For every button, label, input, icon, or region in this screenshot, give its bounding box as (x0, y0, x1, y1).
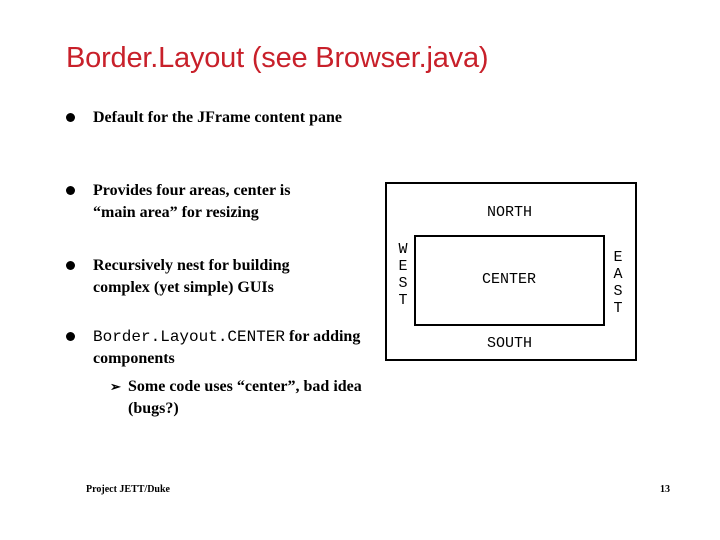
arrow-bullet-icon: ➢ (110, 379, 121, 394)
border-layout-diagram (385, 182, 637, 361)
footer-text: Project JETT/Duke (86, 484, 170, 495)
code-span: Border.Layout.CENTER (93, 328, 286, 346)
bullet-1-text: Default for the JFrame content pane (93, 109, 342, 126)
bullet-3-text: Recursively nest for building complex (yet simple) GUIs (93, 257, 290, 296)
east-letter: S (613, 283, 623, 300)
bullet-4-text (93, 326, 363, 370)
center-label: CENTER (482, 271, 537, 288)
sub-bullet-text: Some code uses “center”, bad idea (bugs?) (128, 378, 362, 417)
page-number: 13 (660, 484, 670, 495)
east-letter: E (613, 249, 623, 266)
bullet-dot-icon (66, 332, 75, 341)
west-letter: W (398, 241, 408, 258)
east-letter: T (613, 300, 623, 317)
bullet-2-text: Provides four areas, center is “main area” for resizing (93, 182, 291, 221)
east-label (612, 249, 624, 317)
west-letter: E (398, 258, 408, 275)
center-region (414, 235, 605, 326)
west-label (397, 241, 409, 309)
south-label: SOUTH (487, 335, 533, 352)
east-letter: A (613, 266, 623, 283)
bullet-dot-icon (66, 186, 75, 195)
bullet-dot-icon (66, 261, 75, 270)
bullet-4-rest: for adding components (93, 328, 361, 367)
north-label: NORTH (487, 204, 533, 221)
west-letter: T (398, 292, 408, 309)
west-letter: S (398, 275, 408, 292)
bullet-dot-icon (66, 113, 75, 122)
slide-title: Border.Layout (see Browser.java) (66, 42, 489, 74)
